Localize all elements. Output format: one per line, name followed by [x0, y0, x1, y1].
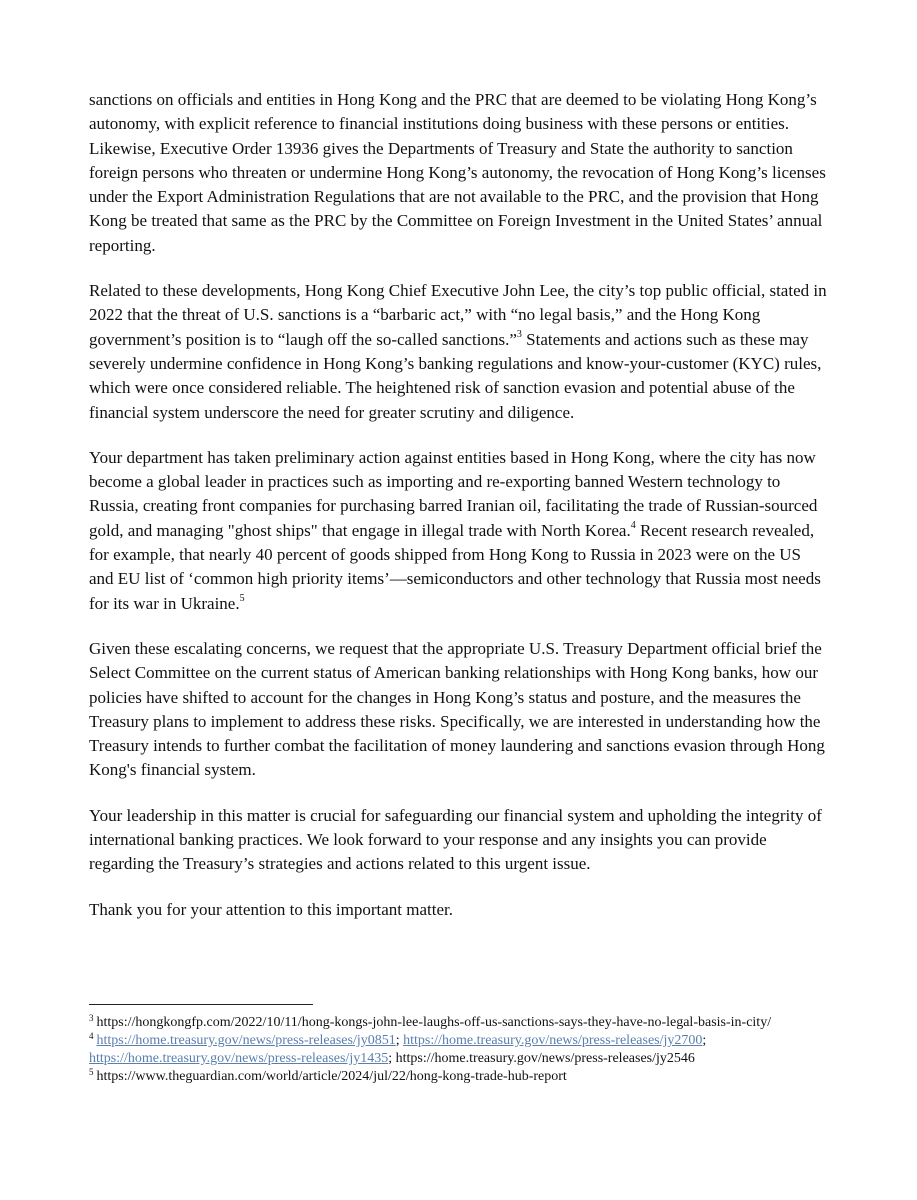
footnote-number: 4 — [89, 1031, 94, 1041]
paragraph-text: Statements and actions such as these may severely undermine confidence in Hong Kong’s banking regulations and know-your-customer (KYC) rules, which were once considered reliable. The heightened risk of sanction evasion and potential abuse of the financial system underscore the need for greater scrutiny and diligence. — [89, 329, 822, 422]
paragraph-text: Your department has taken preliminary action against entities based in Hong Kong, where the city has now become a global leader in practices such as importing and re-exporting banned Western technology to Russia, creating front companies for purchasing barred Iranian oil, facilitating the trade of Russian-sourced gold, and managing "ghost ships" that engage in illegal trade with North Korea. — [89, 447, 818, 540]
letter-body — [89, 88, 829, 922]
paragraph-text: Thank you for your attention to this important matter. — [89, 899, 454, 919]
paragraph-john-lee — [89, 279, 829, 425]
footnote-4 — [89, 1032, 829, 1068]
paragraph-text: sanctions on officials and entities in Hong Kong and the PRC that are deemed to be violating Hong Kong’s autonomy, with explicit reference to financial institutions doing business with these persons or entities. Likewise, Executive Order 13936 gives the Departments of Treasury and State the authority to sanction foreign persons who threaten or undermine Hong Kong’s autonomy, the revocation of Hong Kong’s licenses under the Export Administration Regulations that are not available to the PRC, and the provision that Hong Kong be treated that same as the PRC by the Committee on Foreign Investment in the United States’ annual reporting. — [89, 90, 826, 255]
footnote-number: 5 — [89, 1067, 94, 1077]
paragraph-sanctions — [89, 88, 829, 258]
paragraph-thanks — [89, 898, 829, 922]
paragraph-text: Given these escalating concerns, we request that the appropriate U.S. Treasury Department official brief the Select Committee on the current status of American banking relationships with Hong Kong banks, how our policies have shifted to account for the changes in Hong Kong’s status and posture, and the measures the Treasury plans to implement to address these risks. Specifically, we are interested in understanding how the Treasury intends to further combat the facilitation of money laundering and sanctions evasion through Hong Kong's financial system. — [89, 638, 825, 780]
paragraph-text: Recent research revealed, for example, that nearly 40 percent of goods shipped from Hong Kong to Russia in 2023 were on the US and EU list of ‘common high priority items’—semiconductors and other technology that Russia most needs for its war in Ukraine. — [89, 520, 821, 613]
footnote-separator: ; — [395, 1033, 404, 1048]
footnote-separator: ; — [702, 1033, 707, 1048]
footnote-ref-4[interactable]: 4 — [630, 520, 636, 532]
footnote-ref-5[interactable]: 5 — [239, 592, 245, 604]
footnote-url: https://hongkongfp.com/2022/10/11/hong-kongs-john-lee-laughs-off-us-sanctions-says-they-have-no-legal-basis-in-city/ — [96, 1015, 772, 1030]
footnotes — [89, 1014, 829, 1086]
paragraph-leadership — [89, 804, 829, 877]
paragraph-request — [89, 637, 829, 783]
paragraph-department-action — [89, 446, 829, 616]
footnote-number: 3 — [89, 1013, 94, 1023]
footnote-link-jy1435[interactable]: https://home.treasury.gov/news/press-releases/jy1435 — [89, 1051, 389, 1066]
footnote-link-jy0851[interactable]: https://home.treasury.gov/news/press-releases/jy0851 — [96, 1033, 396, 1048]
footnote-separator: ; — [388, 1051, 396, 1066]
footnote-link-jy2700[interactable]: https://home.treasury.gov/news/press-releases/jy2700 — [403, 1033, 703, 1048]
paragraph-text: Your leadership in this matter is crucial for safeguarding our financial system and upholding the integrity of international banking practices. We look forward to your response and any insights you can provide regarding the Treasury’s strategies and actions related to this urgent issue. — [89, 805, 822, 874]
footnote-5 — [89, 1068, 829, 1086]
footnote-divider — [89, 1004, 313, 1005]
footnote-url: https://www.theguardian.com/world/article/2024/jul/22/hong-kong-trade-hub-report — [96, 1069, 567, 1084]
footnote-3 — [89, 1014, 829, 1032]
paragraph-text: Related to these developments, Hong Kong Chief Executive John Lee, the city’s top public official, stated in 2022 that the threat of U.S. sanctions is a “barbaric act,” with “no legal basis,” and the Hong Kong government’s position is to “laugh off the so-called sanctions.” — [89, 281, 827, 349]
footnote-url: https://home.treasury.gov/news/press-releases/jy2546 — [395, 1051, 695, 1066]
footnote-ref-3[interactable]: 3 — [516, 329, 522, 341]
